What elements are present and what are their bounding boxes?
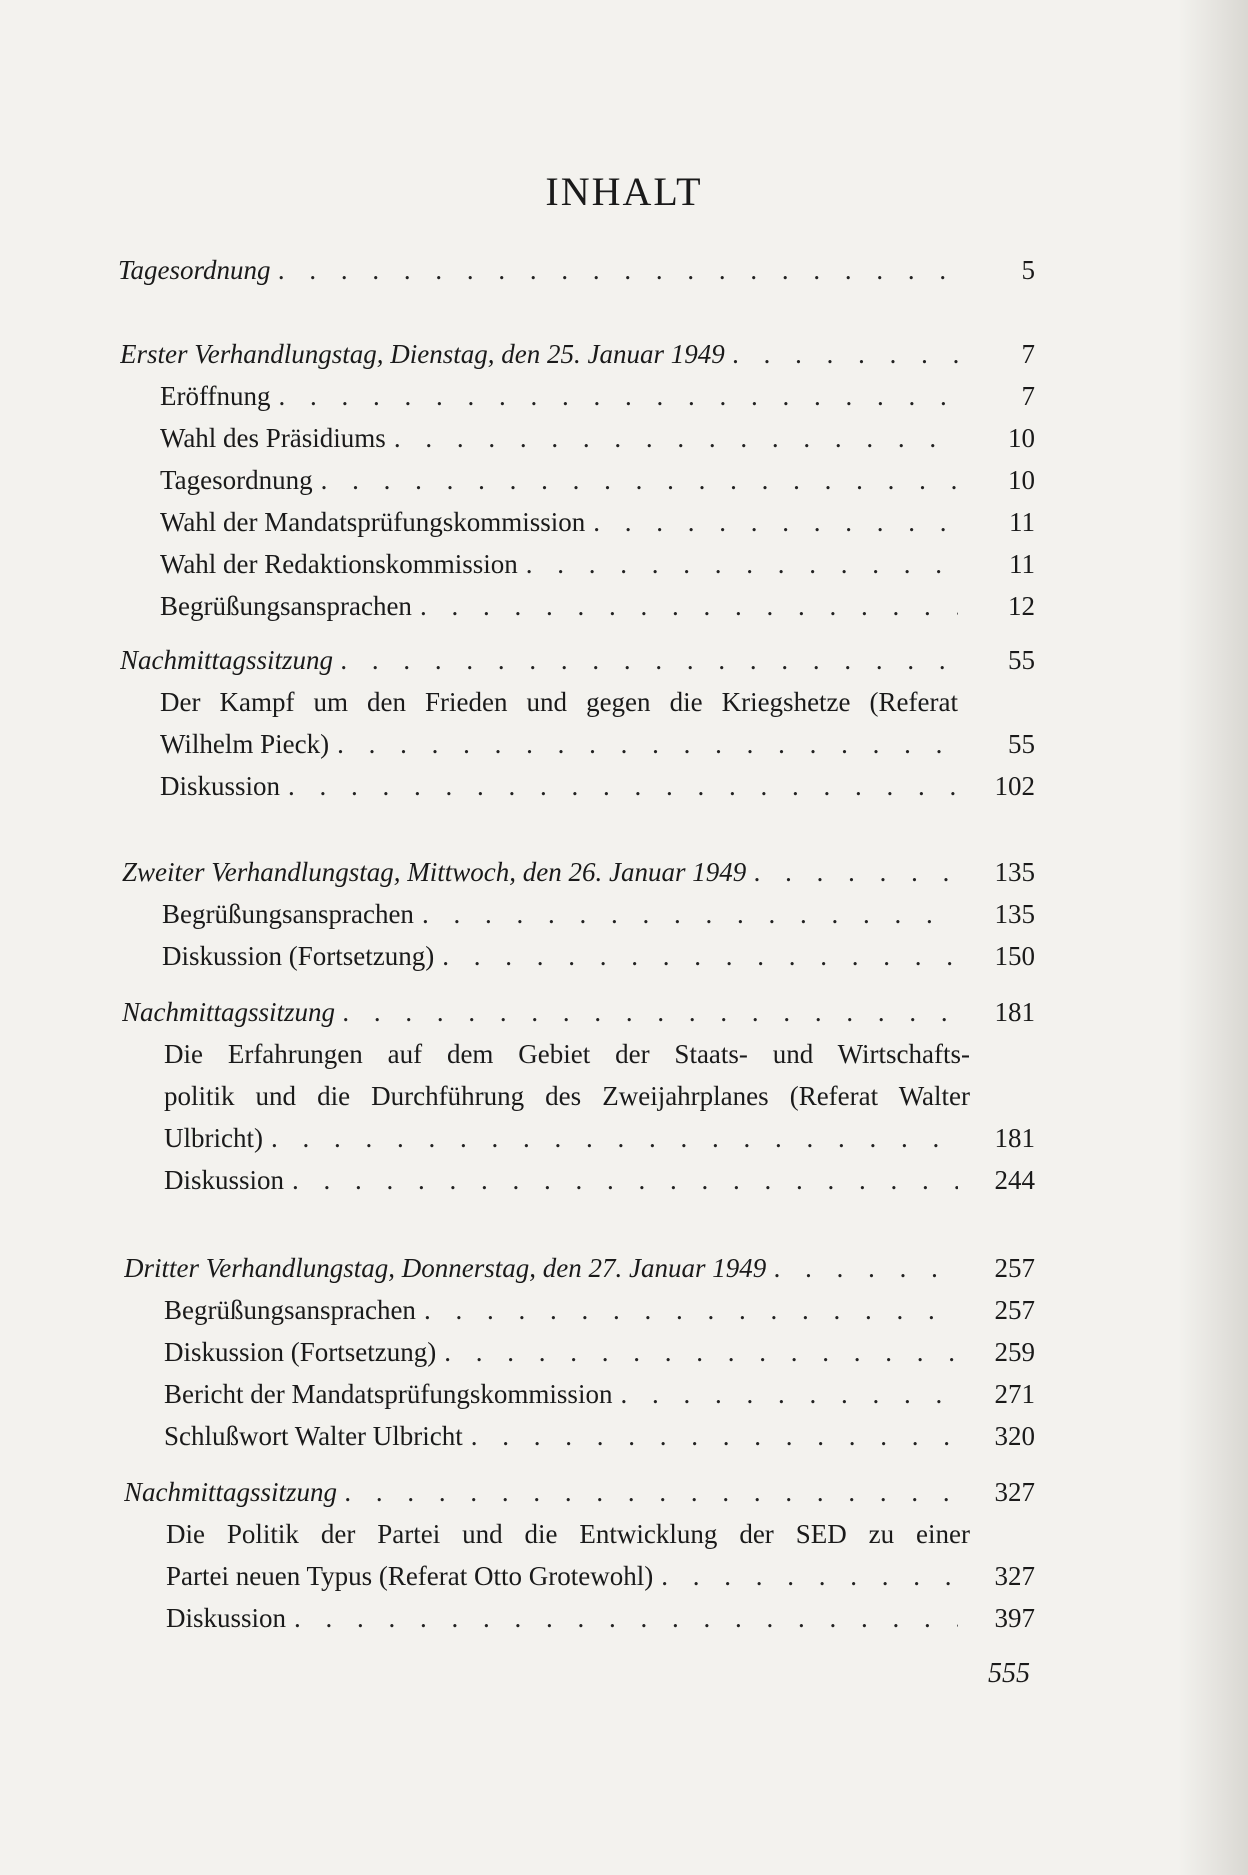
- toc-entry-text: Tagesordnung: [160, 465, 313, 495]
- toc-entry-text: Dritter Verhandlungstag, Donnerstag, den 27. Januar 1949: [124, 1253, 767, 1283]
- toc-page-number: 327: [994, 1477, 1035, 1507]
- toc-entry-text: Diskussion (Fortsetzung): [162, 941, 435, 971]
- toc-page-number: 244: [994, 1165, 1035, 1195]
- toc-page-number: 259: [994, 1337, 1035, 1367]
- leader-dots: [386, 418, 958, 458]
- toc-row: [0, 1514, 1248, 1554]
- toc-page-number: 7: [1021, 381, 1035, 411]
- toc-entry-text: Die Erfahrungen auf dem Gebiet der Staats- und Wirtschafts-: [164, 1039, 970, 1069]
- leader-dots: [333, 640, 958, 680]
- toc-row: [0, 1118, 1248, 1158]
- toc-row: [0, 1598, 1248, 1638]
- toc-entry: [122, 852, 958, 892]
- toc-page-number: 181: [994, 1123, 1035, 1153]
- leader-dots: [463, 1416, 958, 1456]
- toc-row: [0, 250, 1248, 290]
- leader-dots: [270, 376, 958, 416]
- toc-entry-text: Diskussion (Fortsetzung): [164, 1337, 437, 1367]
- toc-entry: [164, 1374, 958, 1414]
- toc-row: [0, 1416, 1248, 1456]
- toc-page-number: 397: [994, 1603, 1035, 1633]
- toc-entry: [164, 1290, 958, 1330]
- toc-entry: [164, 1160, 958, 1200]
- toc-entry: [118, 250, 958, 290]
- toc-entry: [160, 586, 958, 626]
- toc-entry-text: Diskussion: [160, 771, 281, 801]
- toc-entry-text: Nachmittagssitzung: [122, 997, 336, 1027]
- toc-page-number: 55: [1008, 645, 1035, 675]
- toc-entry-text: Diskussion: [164, 1165, 285, 1195]
- leader-dots: [414, 894, 958, 934]
- toc-entry-text: Zweiter Verhandlungstag, Mittwoch, den 26. Januar 1949: [122, 857, 747, 887]
- toc-page-number: 102: [994, 771, 1035, 801]
- toc-row: [0, 334, 1248, 374]
- toc-entry-text: Diskussion: [166, 1603, 287, 1633]
- toc-entry: [160, 502, 958, 542]
- toc-row: [0, 502, 1248, 542]
- toc-entry-text: Ulbricht): [164, 1123, 263, 1153]
- toc-entry: [162, 936, 958, 976]
- toc-entry: [122, 992, 958, 1032]
- toc-page-number: 135: [994, 857, 1035, 887]
- toc-entry: [160, 544, 958, 584]
- leader-dots: [653, 1556, 958, 1596]
- footer-page-number: 555: [988, 1658, 1030, 1689]
- leader-dots: [746, 852, 958, 892]
- toc-entry-text: Der Kampf um den Frieden und gegen die Kriegshetze (Referat: [160, 687, 958, 717]
- toc-entry-text: Wahl des Präsidiums: [160, 423, 386, 453]
- toc-row: [0, 1248, 1248, 1288]
- toc-entry-text: politik und die Durchführung des Zweijahrplanes (Referat Walter: [164, 1081, 970, 1111]
- toc-page-number: 12: [1008, 591, 1035, 621]
- toc-entry: [160, 766, 958, 806]
- toc-entry: [164, 1332, 958, 1372]
- toc-page-number: 7: [1021, 339, 1035, 369]
- leader-dots: [725, 334, 958, 374]
- toc-page-number: 271: [994, 1379, 1035, 1409]
- leader-dots: [284, 1160, 958, 1200]
- leader-dots: [585, 502, 958, 542]
- toc-entry-text: Erster Verhandlungstag, Dienstag, den 25. Januar 1949: [120, 339, 725, 369]
- toc-page-number: 320: [994, 1421, 1035, 1451]
- toc-row: [0, 376, 1248, 416]
- toc-entry: [124, 1248, 958, 1288]
- toc-page-number: 257: [994, 1295, 1035, 1325]
- toc-entry: [166, 1598, 958, 1638]
- toc-entry-text: Begrüßungsansprachen: [164, 1295, 416, 1325]
- leader-dots: [612, 1374, 958, 1414]
- toc-row: [0, 544, 1248, 584]
- toc-row: [0, 1290, 1248, 1330]
- toc-page-number: 5: [1021, 255, 1035, 285]
- toc-entry-text: Die Politik der Partei und die Entwicklung der SED zu einer: [166, 1519, 970, 1549]
- toc-row: [0, 418, 1248, 458]
- toc-row: [0, 992, 1248, 1032]
- leader-dots: [329, 724, 958, 764]
- toc-row: [0, 1374, 1248, 1414]
- toc-page-number: 135: [994, 899, 1035, 929]
- leader-dots: [313, 460, 958, 500]
- toc-entry-text: Partei neuen Typus (Referat Otto Grotewohl): [166, 1561, 654, 1591]
- leader-dots: [518, 544, 958, 584]
- leader-dots: [412, 586, 958, 626]
- toc-entry-text: Wahl der Redaktionskommission: [160, 549, 518, 579]
- toc-entry-text: Tagesordnung: [118, 255, 271, 285]
- toc-page-number: 10: [1008, 465, 1035, 495]
- toc-row: [0, 1160, 1248, 1200]
- toc-row: [0, 1556, 1248, 1596]
- leader-dots: [766, 1248, 958, 1288]
- toc-row: [0, 586, 1248, 626]
- toc-row: [0, 936, 1248, 976]
- toc-row: [0, 640, 1248, 680]
- toc-entry-text: Begrüßungsansprachen: [162, 899, 414, 929]
- toc-entry-text: Nachmittagssitzung: [124, 1477, 338, 1507]
- toc-entry: [164, 1416, 958, 1456]
- leader-dots: [286, 1598, 958, 1638]
- toc-entry-text: Schlußwort Walter Ulbricht: [164, 1421, 463, 1451]
- toc-page-number: 11: [1009, 549, 1035, 579]
- toc-entry-text: Begrüßungsansprachen: [160, 591, 412, 621]
- toc-entry: [162, 894, 958, 934]
- toc-row: [0, 1076, 1248, 1116]
- leader-dots: [337, 1472, 958, 1512]
- toc-row: [0, 1034, 1248, 1074]
- toc-entry: [160, 724, 958, 764]
- toc-row: [0, 460, 1248, 500]
- toc-entry: [160, 418, 958, 458]
- leader-dots: [271, 250, 958, 290]
- leader-dots: [434, 936, 958, 976]
- toc-entry-text: Eröffnung: [160, 381, 271, 411]
- toc-entry-text: Nachmittagssitzung: [120, 645, 334, 675]
- toc-page-number: 181: [994, 997, 1035, 1027]
- toc-entry: [120, 640, 958, 680]
- toc-row: [0, 852, 1248, 892]
- toc-page-number: 150: [994, 941, 1035, 971]
- toc-entry: [166, 1556, 958, 1596]
- toc-entry-text: Wilhelm Pieck): [160, 729, 330, 759]
- toc-row: [0, 682, 1248, 722]
- toc-row: [0, 894, 1248, 934]
- toc-entry: [124, 1472, 958, 1512]
- toc-row: [0, 724, 1248, 764]
- toc-row: [0, 766, 1248, 806]
- toc-page-number: 11: [1009, 507, 1035, 537]
- toc-entry: [160, 460, 958, 500]
- toc-entry: [160, 376, 958, 416]
- toc-row: [0, 1332, 1248, 1372]
- toc-page-number: 55: [1008, 729, 1035, 759]
- leader-dots: [335, 992, 958, 1032]
- leader-dots: [416, 1290, 958, 1330]
- toc-page-number: 257: [994, 1253, 1035, 1283]
- toc-page-number: 327: [994, 1561, 1035, 1591]
- toc-row: [0, 1472, 1248, 1512]
- page-title: INHALT: [545, 169, 703, 214]
- toc-entry: [120, 334, 958, 374]
- leader-dots: [280, 766, 958, 806]
- toc-entry-text: Bericht der Mandatsprüfungskommission: [164, 1379, 613, 1409]
- leader-dots: [436, 1332, 958, 1372]
- toc-entry-text: Wahl der Mandatsprüfungskommission: [160, 507, 586, 537]
- toc-page-number: 10: [1008, 423, 1035, 453]
- toc-entry: [164, 1118, 958, 1158]
- leader-dots: [263, 1118, 958, 1158]
